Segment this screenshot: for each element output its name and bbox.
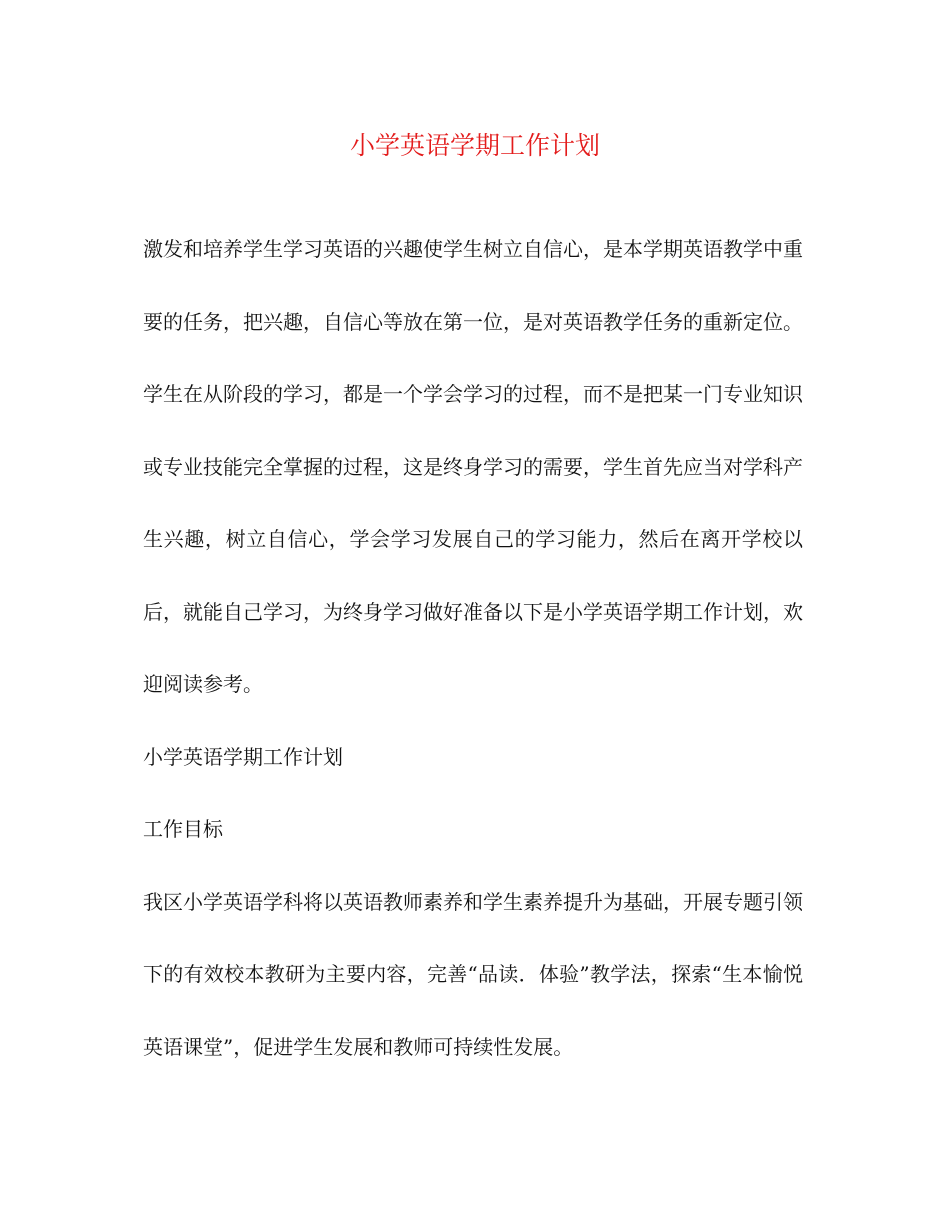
goals-paragraph: 我区小学英语学科将以英语教师素养和学生素养提升为基础，开展专题引领下的有效校本教研为主要内容，完善“品读．体验”教学法，探索“生本愉悦英语课堂”，促进学生发展和教师可持续性发展。: [143, 889, 803, 1059]
intro-paragraph: 激发和培养学生学习英语的兴趣使学生树立自信心，是本学期英语教学中重要的任务，把兴趣，自信心等放在第一位，是对英语教学任务的重新定位。学生在从阶段的学习，都是一个学会学习的过程，而不是把某一门专业知识或专业技能完全掌握的过程，这是终身学习的需要，学生首先应当对学科产生兴趣，树立自信心，学会学习发展自己的学习能力，然后在离开学校以后，就能自己学习，为终身学习做好准备以下是小学英语学期工作计划，欢迎阅读参考。: [143, 237, 803, 696]
document-body: [143, 213, 803, 1083]
document-title: 小学英语学期工作计划: [349, 131, 600, 160]
section-heading-goals: 工作目标: [143, 817, 223, 841]
section-heading-plan: 小学英语学期工作计划: [143, 744, 343, 769]
